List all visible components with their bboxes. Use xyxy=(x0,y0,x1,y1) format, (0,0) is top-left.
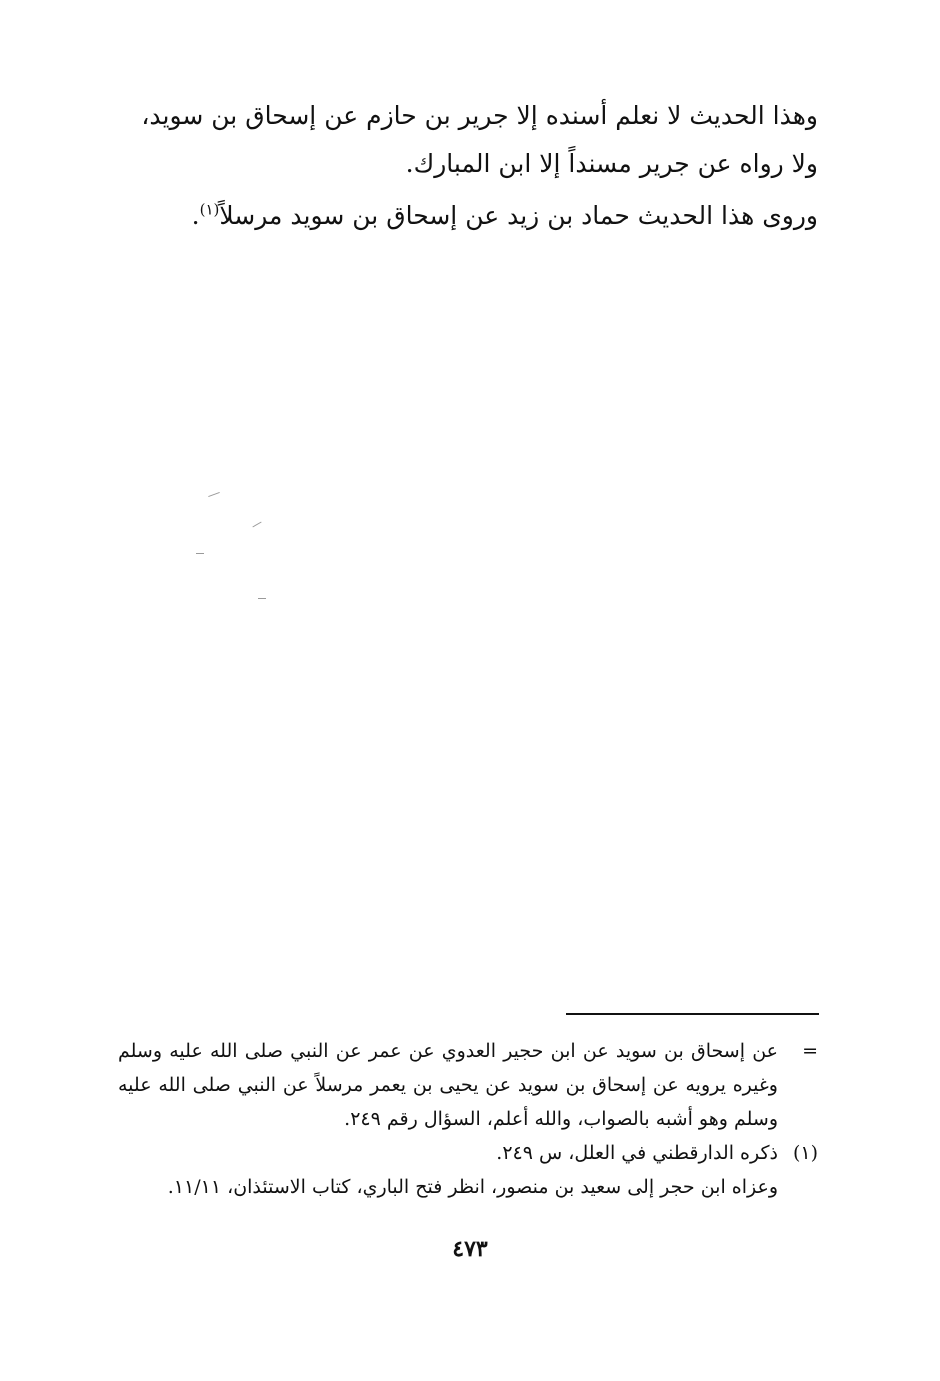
footnote-reference-1[interactable]: (١) xyxy=(199,200,220,219)
footnote-1-line-1: ذكره الدارقطني في العلل، س ٢٤٩. xyxy=(496,1142,778,1164)
paragraph-1-line-1: وهذا الحديث لا نعلم أسنده إلا جرير بن حازم عن إسحاق بن سويد، xyxy=(141,101,818,130)
scan-speck xyxy=(196,553,204,554)
footnote-continued xyxy=(118,1034,818,1136)
footnote-separator xyxy=(566,1013,819,1015)
footnote-1-line-2: وعزاه ابن حجر إلى سعيد بن منصور، انظر فتح الباري، كتاب الاستئذان، ١١/١١. xyxy=(167,1176,778,1198)
continuation-mark: = xyxy=(802,1040,818,1062)
scan-speck xyxy=(258,598,266,599)
page-number: ٤٧٣ xyxy=(452,1236,488,1262)
main-text xyxy=(118,92,818,240)
paragraph-1-line-2: ولا رواه عن جرير مسنداً إلا ابن المبارك. xyxy=(405,149,818,178)
footnotes xyxy=(118,1034,818,1204)
scan-speck xyxy=(208,492,220,497)
footnote-continued-text: عن إسحاق بن سويد عن ابن حجير العدوي عن عمر عن النبي صلى الله عليه وسلم وغيره يرويه عن إسحاق بن سويد عن يحيى بن يعمر مرسلاً عن النبي صلى الله عليه وسلم وهو أشبه بالصواب، والله أعلم، السؤال رقم ٢٤٩. xyxy=(118,1040,778,1130)
paragraph-2-text: وروى هذا الحديث حماد بن زيد عن إسحاق بن سويد مرسلاً xyxy=(219,201,818,230)
scan-speck xyxy=(252,522,261,528)
footnote-1-mark: (١) xyxy=(792,1142,818,1164)
footnote-1 xyxy=(118,1136,818,1170)
paragraph-2 xyxy=(118,192,818,240)
paragraph-2-end: . xyxy=(191,201,200,230)
paragraph-1 xyxy=(118,92,818,188)
footnote-1-continued xyxy=(118,1170,818,1204)
